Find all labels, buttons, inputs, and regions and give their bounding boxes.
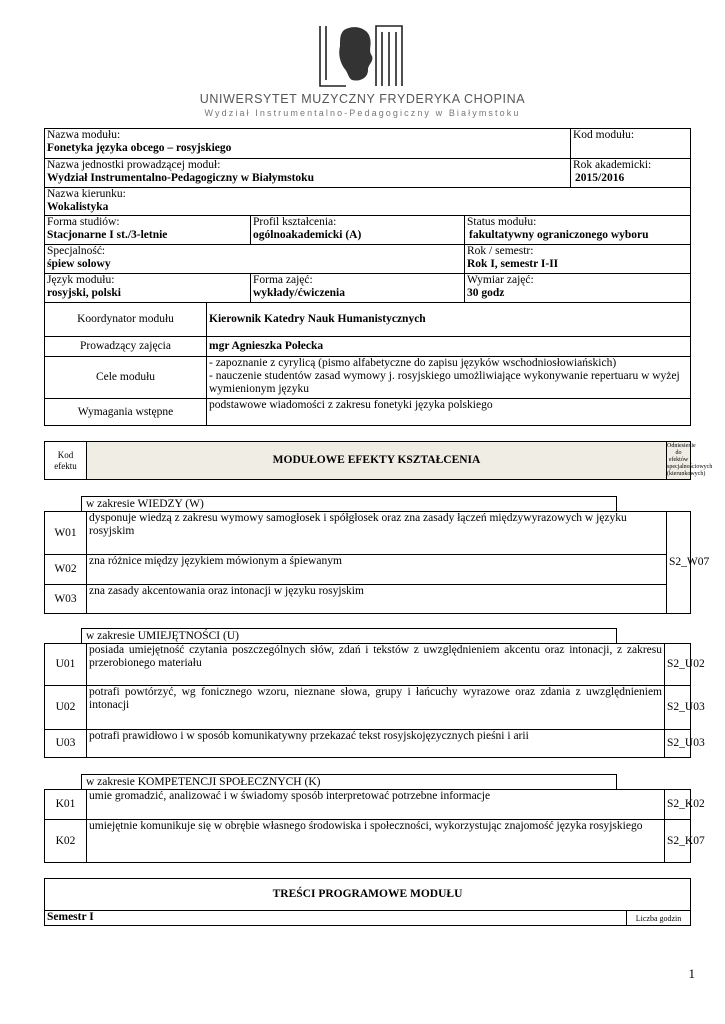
module-info-table <box>44 128 691 303</box>
effect-text: zna różnice między językiem mówionym a śpiewanym <box>87 555 667 585</box>
study-form-cell <box>45 216 251 245</box>
profile-value: ogólnoakademicki (A) <box>253 229 362 241</box>
skills-table <box>44 643 705 758</box>
effects-header-table <box>44 441 713 480</box>
effect-reference: S2_U02 <box>665 644 691 686</box>
language-value: rosyjski, polski <box>47 287 121 299</box>
effect-text: dysponuje wiedzą z zakresu wymowy samogłosek i spółgłosek oraz zna zasady łączeń międzywyrazowych w języku rosyjskim <box>87 512 667 555</box>
direction-value: Wokalistyka <box>47 201 109 213</box>
code-header: Kod efektu <box>45 442 87 480</box>
effect-code: U03 <box>45 730 87 758</box>
goal-1: - zapoznanie z cyrylicą (pismo alfabetyczne do zapisu języków wschodniosłowiańskich) <box>209 357 617 369</box>
class-form-cell <box>251 274 465 303</box>
knowledge-table <box>44 511 710 614</box>
module-staff-table <box>44 302 691 426</box>
semester-value: Rok I, semestr I-II <box>467 258 559 270</box>
effect-code: W01 <box>45 512 87 555</box>
hours-column-header: Liczba godzin <box>627 911 691 926</box>
effect-reference: S2_K07 <box>665 820 691 863</box>
coordinator-value: Kierownik Katedry Nauk Humanistycznych <box>207 303 691 337</box>
year-label: Rok akademicki: <box>573 159 652 171</box>
faculty-name: Wydział Instrumentalno-Pedagogiczny w Białymstoku <box>204 108 521 118</box>
effect-text: umiejętnie komunikuje się w obrębie własnego środowiska i społeczności, wykorzystując znajomość języka rosyjskiego <box>87 820 665 863</box>
status-value: fakultatywny ograniczonego wyboru <box>469 229 649 241</box>
university-name: UNIWERSYTET MUZYCZNY FRYDERYKA CHOPINA <box>199 92 526 106</box>
effect-code: W03 <box>45 585 87 614</box>
coordinator-label: Koordynator modułu <box>45 303 207 337</box>
effect-code: K01 <box>45 790 87 820</box>
status-label: Status modułu: <box>467 216 537 228</box>
effect-code: U01 <box>45 644 87 686</box>
effect-code: W02 <box>45 555 87 585</box>
specialty-label: Specjalność: <box>47 245 106 257</box>
requirements-label: Wymagania wstępne <box>45 399 207 426</box>
social-table <box>44 789 705 863</box>
year-cell <box>571 159 691 188</box>
hours-label: Wymiar zajęć: <box>467 274 534 286</box>
unit-cell <box>45 159 571 188</box>
effect-reference: S2_U03 <box>665 730 691 758</box>
specialty-cell <box>45 245 465 274</box>
study-form-value: Stacjonarne I st./3-letnie <box>47 229 168 241</box>
university-logo <box>318 24 404 90</box>
hours-value: 30 godz <box>467 287 505 299</box>
unit-label: Nazwa jednostki prowadzącej moduł: <box>47 159 221 171</box>
effect-reference: S2_W07 <box>667 512 691 614</box>
goal-2: - nauczenie studentów zasad wymowy j. rosyjskiego umożliwiające wykonywanie repertuaru w wyżej wymienionym języku <box>209 370 680 395</box>
direction-label: Nazwa kierunku: <box>47 188 126 200</box>
semester-label: Rok / semestr: <box>467 245 534 257</box>
teacher-value: mgr Agnieszka Połecka <box>207 337 691 357</box>
class-form-value: wykłady/ćwiczenia <box>253 287 345 299</box>
effect-text: posiada umiejętność czytania poszczególnych słów, zdań i tekstów z uwzględnieniem akcentu oraz intonacji, z zakresu przerobionego materiału <box>87 644 665 686</box>
requirements-value: podstawowe wiadomości z zakresu fonetyki języka polskiego <box>207 399 691 426</box>
effect-text: umie gromadzić, analizować i w świadomy sposób interpretować potrzebne informacje <box>87 790 665 820</box>
language-label: Język modułu: <box>47 274 115 286</box>
module-code-label: Kod modułu: <box>573 129 635 141</box>
module-name-label: Nazwa modułu: <box>47 129 121 141</box>
semester-title: Semestr I <box>45 911 627 926</box>
class-form-label: Forma zajęć: <box>253 274 313 286</box>
goals-label: Cele modułu <box>45 357 207 399</box>
effects-title: MODUŁOWE EFEKTY KSZTAŁCENIA <box>87 442 667 480</box>
direction-cell <box>45 188 691 216</box>
effect-text: potrafi prawidłowo i w sposób komunikatywny przekazać tekst rosyjskojęzycznych pieśni i arii <box>87 730 665 758</box>
unit-value: Wydział Instrumentalno-Pedagogiczny w Białymstoku <box>47 172 314 184</box>
profile-cell <box>251 216 465 245</box>
content-title: TREŚCI PROGRAMOWE MODUŁU <box>45 879 691 911</box>
semester-cell <box>465 245 691 274</box>
effect-code: K02 <box>45 820 87 863</box>
effect-reference: S2_U03 <box>665 686 691 730</box>
module-code-cell <box>571 129 691 159</box>
year-value: 2015/2016 <box>575 172 625 184</box>
hours-cell <box>465 274 691 303</box>
specialty-value: śpiew solowy <box>47 258 111 270</box>
language-cell <box>45 274 251 303</box>
goals-value <box>207 357 691 399</box>
skills-heading: w zakresie UMIEJĘTNOŚCI (U) <box>81 628 617 643</box>
study-form-label: Forma studiów: <box>47 216 120 228</box>
effect-code: U02 <box>45 686 87 730</box>
effect-text: potrafi powtórzyć, wg fonicznego wzoru, nieznane słowa, grupy i łańcuchy wyrazowe oraz zdania z uwzględnieniem intonacji <box>87 686 665 730</box>
status-cell <box>465 216 691 245</box>
effect-text: zna zasady akcentowania oraz intonacji w języku rosyjskim <box>87 585 667 614</box>
content-table <box>44 878 691 926</box>
knowledge-heading: w zakresie WIEDZY (W) <box>81 496 617 511</box>
reference-header: Odniesienie do efektów specjalnościowych (kierunkowych) <box>667 442 691 480</box>
module-name-cell <box>45 129 571 159</box>
social-heading: w zakresie KOMPETENCJI SPOŁECZNYCH (K) <box>81 774 617 789</box>
profile-label: Profil kształcenia: <box>253 216 337 228</box>
module-name: Fonetyka języka obcego – rosyjskiego <box>47 142 232 154</box>
page-number: 1 <box>688 966 695 981</box>
effect-reference: S2_K02 <box>665 790 691 820</box>
teacher-label: Prowadzący zajęcia <box>45 337 207 357</box>
